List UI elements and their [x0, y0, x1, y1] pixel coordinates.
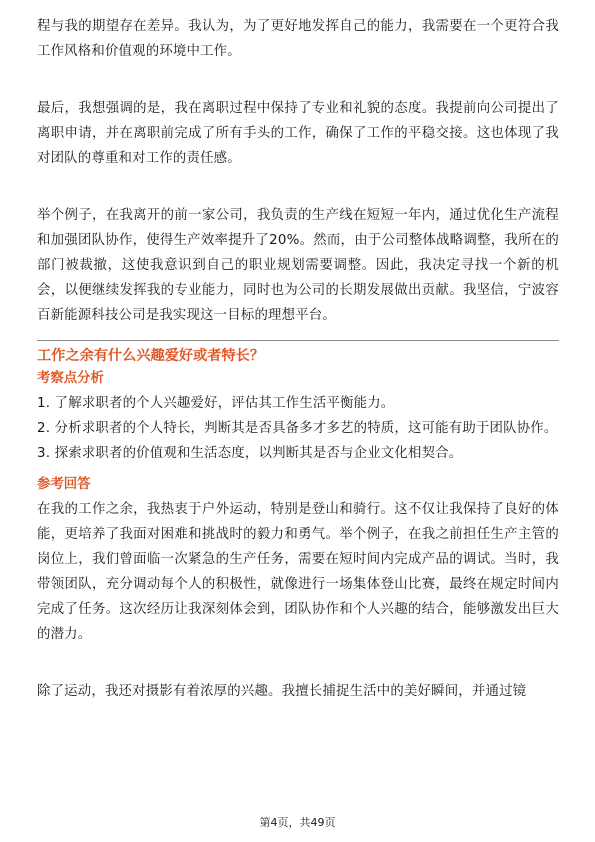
answer-paragraph-2: 除了运动，我还对摄影有着浓厚的兴趣。我擅长捕捉生活中的美好瞬间，并通过镜: [37, 684, 527, 699]
intro-paragraph-1: 程与我的期望存在差异。我认为，为了更好地发挥自己的能力，我需要在一个更符合我工作风格和价值观的环境中工作。: [37, 19, 559, 59]
answer-heading: 参考回答: [37, 477, 91, 492]
document-page: [37, 14, 559, 704]
page-number: 第4页，共49页: [259, 816, 336, 829]
analysis-point: 2. 分析求职者的个人特长，判断其是否具备多才多艺的特质，这可能有助于团队协作。: [37, 421, 558, 436]
question-title: 工作之余有什么兴趣爱好或者特长？: [37, 348, 265, 364]
analysis-point: 3. 探索求职者的价值观和生活态度，以判断其是否与企业文化相契合。: [37, 446, 463, 461]
intro-paragraph-3: 举个例子，在我离开的前一家公司，我负责的生产线在短短一年内，通过优化生产流程和加强团队协作，使得生产效率提升了20%。然而，由于公司整体战略调整，我所在的部门被裁撤，这使我意识到自己的职业规划需要调整。因此，我决定寻找一个新的机会，以便继续发挥我的专业能力，同时也为公司的长期发展做出贡献。我坚信，宁波容百新能源科技公司是我实现这一目标的理想平台。: [37, 208, 559, 323]
analysis-heading: 考察点分析: [37, 371, 104, 386]
analysis-points-list: [37, 391, 559, 466]
section-divider: [37, 340, 559, 341]
analysis-point: 1. 了解求职者的个人兴趣爱好，评估其工作生活平衡能力。: [37, 396, 395, 411]
answer-paragraph-1: 在我的工作之余，我热衷于户外运动，特别是登山和骑行。这不仅让我保持了良好的体能，更培养了我面对困难和挑战时的毅力和勇气。举个例子，在我之前担任生产主管的岗位上，我们曾面临一次紧急的生产任务，需要在短时间内完成产品的调试。当时，我带领团队，充分调动每个人的积极性，就像进行一场集体登山比赛，最终在规定时间内完成了任务。这次经历让我深刻体会到，团队协作和个人兴趣的结合，能够激发出巨大的潜力。: [37, 502, 559, 642]
intro-paragraph-2: 最后，我想强调的是，我在离职过程中保持了专业和礼貌的态度。我提前向公司提出了离职申请，并在离职前完成了所有手头的工作，确保了工作的平稳交接。这也体现了我对团队的尊重和对工作的责任感。: [37, 101, 559, 166]
